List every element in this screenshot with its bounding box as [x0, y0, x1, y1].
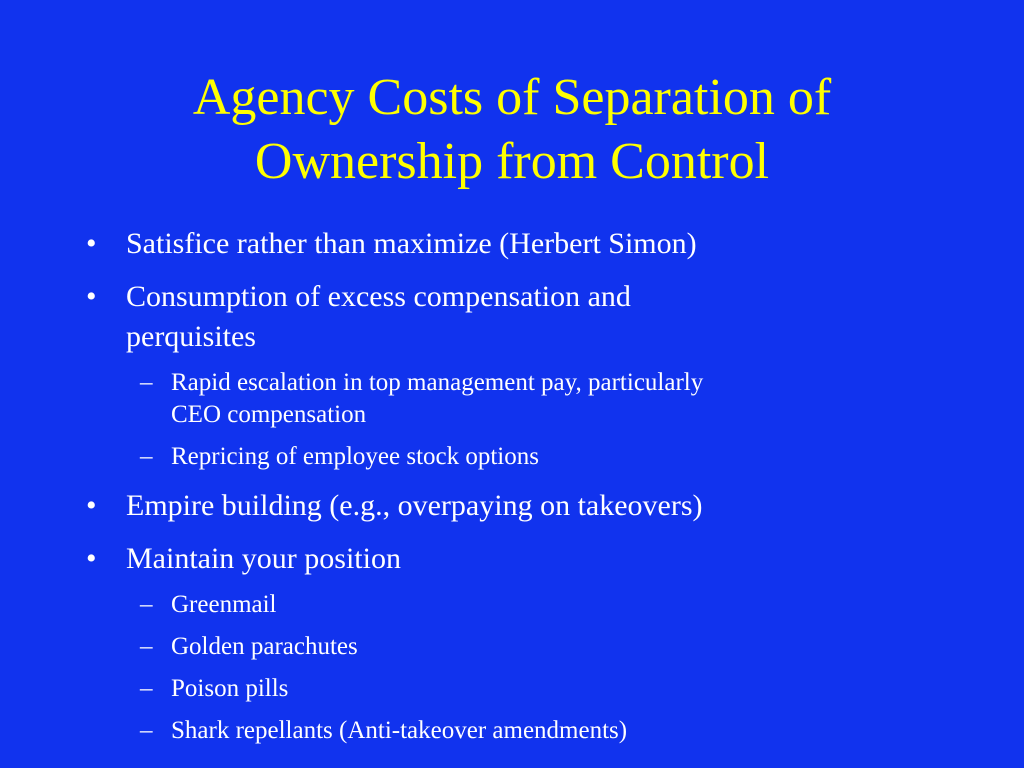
slide-body [0, 222, 1024, 749]
sub-bullet-text: Golden parachutes [171, 633, 358, 660]
sub-bullet-item [0, 671, 1024, 707]
slide-title [0, 66, 1024, 194]
dash-marker: – [140, 591, 153, 618]
bullet-text: Satisfice rather than maximize (Herbert Simon) [126, 227, 697, 260]
sub-bullet-item [0, 629, 1024, 665]
bullet-marker: • [86, 280, 97, 313]
bullet-marker: • [86, 542, 97, 575]
sub-bullet-text: Shark repellants (Anti-takeover amendments) [171, 717, 628, 744]
sub-bullet-text-continuation: CEO compensation [171, 401, 367, 428]
dash-marker: – [140, 443, 153, 470]
bullet-text-continuation: perquisites [126, 320, 256, 353]
title-line-2: Ownership from Control [254, 133, 770, 190]
dash-marker: – [140, 633, 153, 660]
bullet-text: Empire building (e.g., overpaying on takeovers) [126, 489, 703, 522]
sub-bullet-text: Poison pills [171, 675, 289, 702]
sub-bullet-text: Rapid escalation in top management pay, particularly [171, 369, 704, 396]
sub-bullet-text: Repricing of employee stock options [171, 443, 539, 470]
dash-marker: – [140, 369, 153, 396]
bullet-marker: • [86, 489, 97, 522]
sub-bullet-item [0, 713, 1024, 749]
bullet-item [0, 537, 1024, 581]
bullet-item [0, 222, 1024, 266]
bullet-text: Maintain your position [126, 542, 401, 575]
title-line-1: Agency Costs of Separation of [192, 69, 832, 126]
sub-bullet-item [0, 365, 1024, 433]
sub-bullet-item [0, 587, 1024, 623]
dash-marker: – [140, 675, 153, 702]
sub-bullet-text: Greenmail [171, 591, 277, 618]
bullet-item [0, 484, 1024, 528]
bullet-text: Consumption of excess compensation and [126, 280, 631, 313]
bullet-marker: • [86, 227, 97, 260]
dash-marker: – [140, 717, 153, 744]
bullet-item [0, 275, 1024, 359]
sub-bullet-item [0, 439, 1024, 475]
